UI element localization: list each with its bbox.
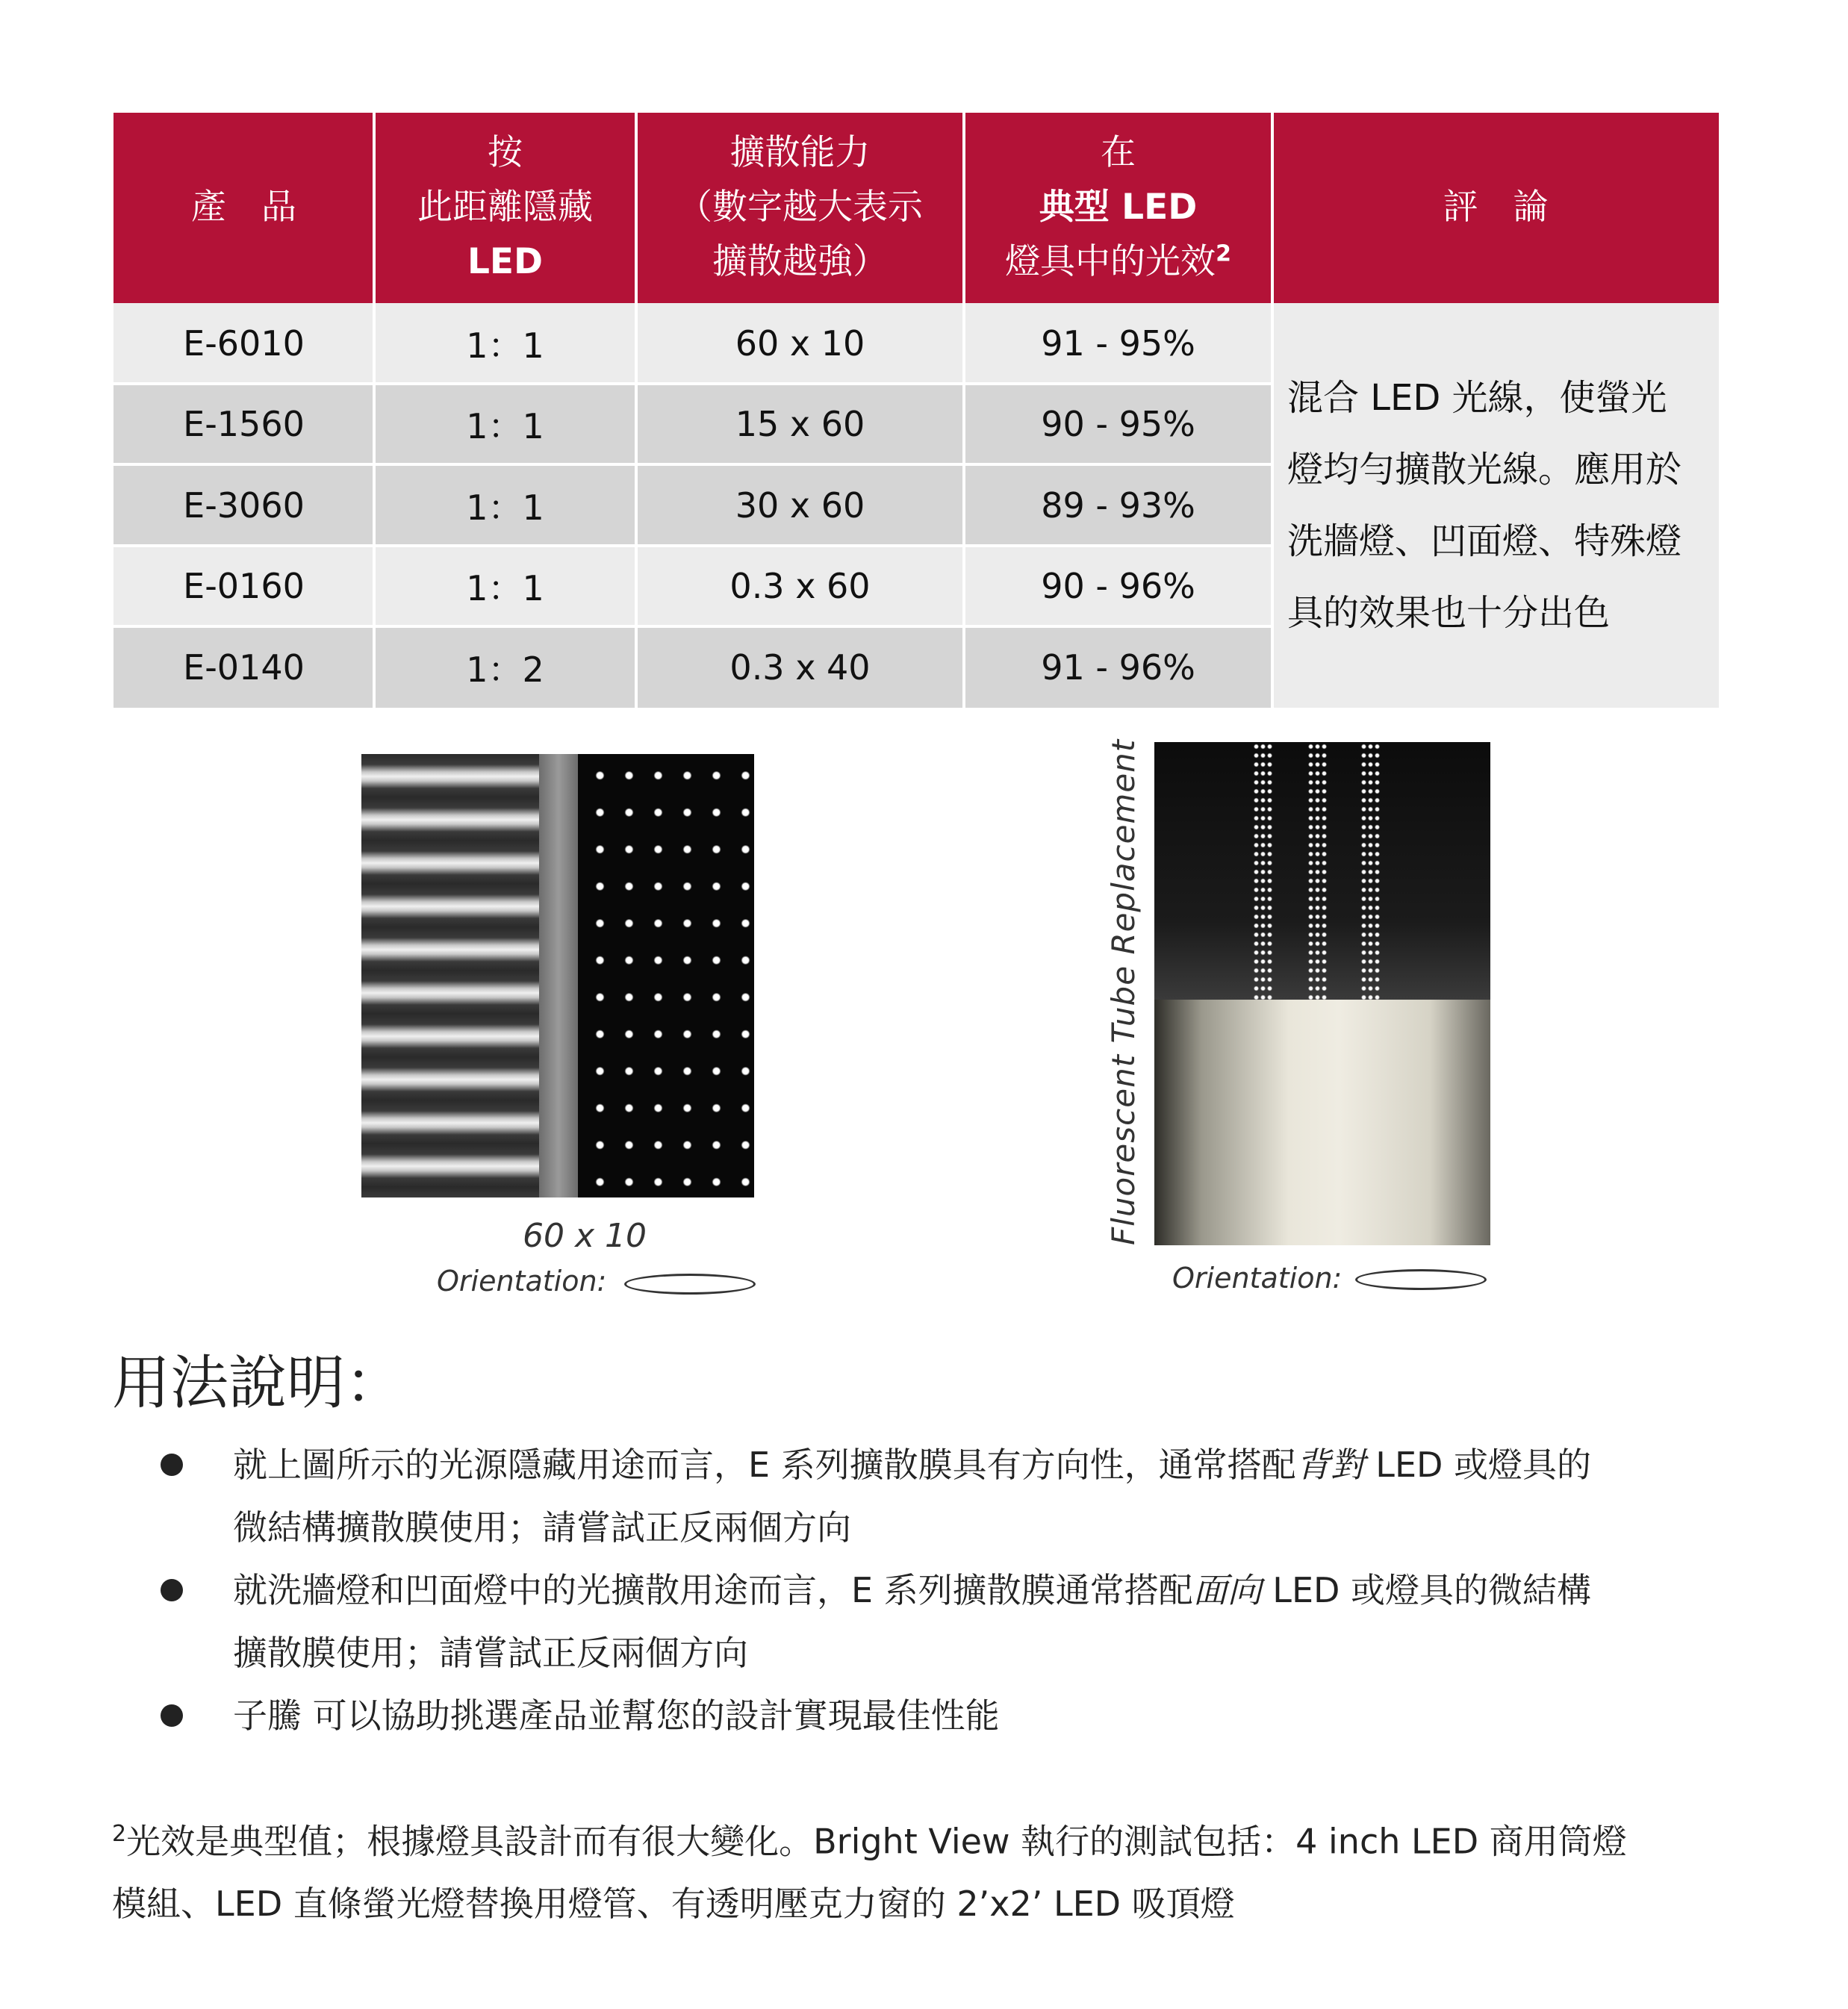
header-efficiency: [964, 113, 1272, 303]
footnote-marker: 2: [112, 1821, 127, 1847]
usage-bullet-2-line1: [233, 1559, 1726, 1622]
row-0-ratio: 1：1: [374, 303, 636, 384]
usage-title: 用法說明：: [112, 1350, 404, 1417]
column-divider: [373, 113, 376, 708]
row-2-diffusion: 30 x 60: [636, 464, 964, 546]
header-product: [113, 113, 374, 303]
header-hide-line1: 按: [488, 132, 523, 174]
row-divider: [113, 382, 1272, 385]
led-dot-grid: [578, 754, 754, 1197]
diffuser-60x10-photo: [361, 754, 754, 1197]
column-divider: [635, 113, 638, 708]
left-figure-caption: 60 x 10: [523, 1217, 647, 1255]
led-board-strip: [539, 754, 578, 1197]
header-diffusion-line1: 擴散能力: [729, 132, 871, 174]
row-0-efficiency: 91 - 95%: [964, 303, 1272, 384]
header-comment: [1272, 113, 1719, 303]
diffused-light-stripes: [361, 754, 539, 1197]
row-4-product: E-0140: [113, 626, 374, 708]
right-orientation-ellipse-icon: [1355, 1269, 1487, 1290]
header-hide-line3: LED: [467, 240, 544, 282]
led-column: [1307, 742, 1327, 1000]
footnote-line1-text: 光效是典型值；根據燈具設計而有很大變化。Bright View 執行的測試包括：4 inch LED 商用筒燈: [126, 1821, 1627, 1862]
row-1-efficiency: 90 - 95%: [964, 384, 1272, 464]
bullet-1-text-b: LED 或燈具的: [1364, 1445, 1592, 1485]
usage-bullet-1-line1: [233, 1433, 1726, 1496]
row-3-diffusion: 0.3 x 60: [636, 546, 964, 626]
comment-line-3: 洗牆燈、凹面燈、特殊燈: [1287, 520, 1682, 562]
comment-text: [1287, 362, 1681, 649]
fluorescent-tube-photo: [1154, 742, 1490, 1245]
comment-line-4: 具的效果也十分出色: [1287, 592, 1611, 634]
row-4-efficiency: 91 - 96%: [964, 626, 1272, 708]
row-4-ratio: 1：2: [374, 626, 636, 708]
header-efficiency-line3-text: 燈具中的光效: [1005, 240, 1216, 282]
usage-bullet-2-text: [233, 1559, 1726, 1684]
left-orientation-label: Orientation:: [437, 1265, 607, 1298]
bullet-1-text-italic: 背對: [1295, 1445, 1365, 1485]
bullet-2-text-a: 就洗牆燈和凹面燈中的光擴散用途而言，E 系列擴散膜通常搭配: [233, 1570, 1193, 1610]
bullet-dot-icon: [161, 1579, 183, 1601]
header-hide-distance: [374, 113, 636, 303]
footnote-line1: [112, 1803, 1725, 1872]
column-divider: [962, 113, 965, 708]
comment-cell: [1272, 303, 1719, 708]
led-column: [1253, 742, 1272, 1000]
header-efficiency-footnote-marker: 2: [1216, 240, 1231, 267]
comment-line-2: 燈均勻擴散光線。應用於: [1287, 449, 1682, 490]
bullet-2-text-italic: 面向: [1192, 1570, 1262, 1610]
row-0-diffusion: 60 x 10: [636, 303, 964, 384]
row-0-product: E-6010: [113, 303, 374, 384]
header-diffusion-line3: 擴散越強）: [712, 240, 888, 282]
bullet-dot-icon: [161, 1454, 183, 1476]
header-efficiency-line3: [1005, 235, 1231, 290]
header-diffusion-line2: （數字越大表示: [677, 187, 923, 228]
header-product-label: 產 品: [191, 187, 296, 228]
usage-bullet-2-line2: 擴散膜使用；請嘗試正反兩個方向: [233, 1633, 748, 1673]
left-orientation-ellipse-icon: [624, 1274, 756, 1295]
row-1-product: E-1560: [113, 384, 374, 464]
row-divider: [113, 544, 1272, 547]
row-1-ratio: 1：1: [374, 384, 636, 464]
row-3-ratio: 1：1: [374, 546, 636, 626]
led-column: [1360, 742, 1380, 1000]
comment-line-1: 混合 LED 光線，使螢光: [1287, 377, 1667, 419]
spec-table: [113, 113, 1719, 708]
header-comment-label: 評 論: [1443, 187, 1549, 228]
header-diffusion: [636, 113, 964, 303]
bullet-dot-icon: [161, 1704, 183, 1727]
usage-bullet-1-line2: 微結構擴散膜使用；請嘗試正反兩個方向: [233, 1507, 851, 1548]
footnote-line2: 模組、LED 直條螢光燈替換用燈管、有透明壓克力窗的 2’x2’ LED 吸頂燈: [112, 1884, 1235, 1925]
column-divider: [1271, 113, 1274, 708]
row-2-ratio: 1：1: [374, 464, 636, 546]
row-divider: [113, 625, 1272, 628]
header-efficiency-line1: 在: [1101, 132, 1136, 174]
bullet-2-text-b: LED 或燈具的微結構: [1261, 1570, 1592, 1610]
bullet-1-text-a: 就上圖所示的光源隱藏用途而言，E 系列擴散膜具有方向性，通常搭配: [233, 1445, 1296, 1485]
diffused-tube-glow: [1154, 1000, 1490, 1245]
header-hide-line2: 此距離隱藏: [417, 187, 593, 228]
right-figure-vertical-caption: Fluorescent Tube Replacement: [1105, 738, 1142, 1245]
row-1-diffusion: 15 x 60: [636, 384, 964, 464]
row-3-product: E-0160: [113, 546, 374, 626]
header-efficiency-line2: 典型 LED: [1039, 187, 1198, 228]
usage-bullet-1-text: [233, 1433, 1726, 1559]
row-divider: [113, 463, 1272, 466]
row-2-product: E-3060: [113, 464, 374, 546]
row-4-diffusion: 0.3 x 40: [636, 626, 964, 708]
row-3-efficiency: 90 - 96%: [964, 546, 1272, 626]
usage-bullet-3-text: [233, 1684, 1726, 1747]
right-orientation-label: Orientation:: [1172, 1262, 1343, 1295]
footnote: [112, 1803, 1725, 1935]
usage-bullet-3-line1: 子騰 可以協助挑選產品並幫您的設計實現最佳性能: [233, 1695, 1000, 1736]
row-2-efficiency: 89 - 93%: [964, 464, 1272, 546]
